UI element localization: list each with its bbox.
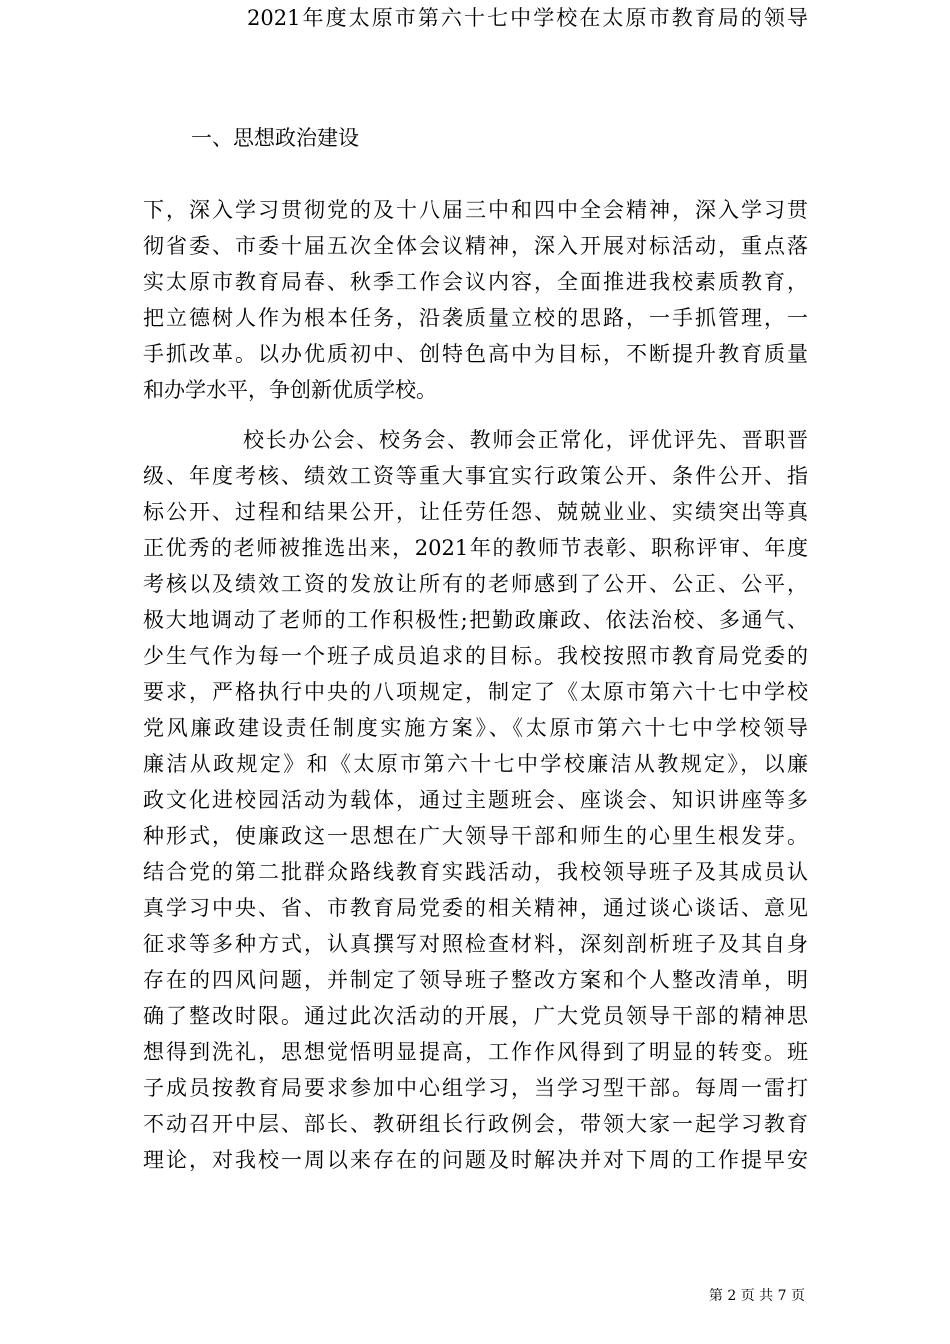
paragraph-1-line-5: 把立德树人作为根本任务，沿袭质量立校的思路，一手抓管理，一 [143,306,808,330]
paragraph-2-line-3: 标公开、过程和结果公开，让任劳任怨、兢兢业业、实绩突出等真 [143,500,808,524]
paragraph-2-line-4: 正优秀的老师被推选出来，2021年的教师节表彰、职称评审、年度 [143,536,808,560]
paragraph-2-line-18: 想得到洗礼，思想觉悟明显提高，工作作风得到了明显的转变。班 [143,1040,808,1064]
paragraph-2-line-14: 真学习中央、省、市教育局党委的相关精神，通过谈心谈话、意见 [143,896,808,920]
paragraph-2-line-17: 确了整改时限。通过此次活动的开展，广大党员领导干部的精神思 [143,1004,808,1028]
paragraph-2-line-6: 极大地调动了老师的工作积极性;把勤政廉政、依法治校、多通气、 [143,608,808,632]
paragraph-2-line-20: 不动召开中层、部长、教研组长行政例会，带领大家一起学习教育 [143,1112,808,1136]
paragraph-2-line-8: 要求，严格执行中央的八项规定，制定了《太原市第六十七中学校 [143,680,808,704]
paragraph-2-line-16: 存在的四风问题，并制定了领导班子整改方案和个人整改清单，明 [143,968,808,992]
paragraph-1-line-2: 下，深入学习贯彻党的及十八届三中和四中全会精神，深入学习贯 [143,198,808,222]
paragraph-2-line-21: 理论，对我校一周以来存在的问题及时解决并对下周的工作提早安 [143,1148,808,1172]
page-number-footer: 第 2 页 共 7 页 [708,1288,805,1304]
paragraph-1-line-7: 和办学水平，争创新优质学校。 [143,378,437,402]
paragraph-2-line-13: 结合党的第二批群众路线教育实践活动，我校领导班子及其成员认 [143,860,808,884]
paragraph-2-line-19: 子成员按教育局要求参加中心组学习，当学习型干部。每周一雷打 [143,1076,808,1100]
paragraph-2-line-9: 党风廉政建设责任制度实施方案》、《太原市第六十七中学校领导 [143,716,808,740]
paragraph-2-line-11: 政文化进校园活动为载体，通过主题班会、座谈会、知识讲座等多 [143,788,808,812]
paragraph-1-line-6: 手抓改革。以办优质初中、创特色高中为目标，不断提升教育质量 [143,342,808,366]
paragraph-2-line-1: 校长办公会、校务会、教师会正常化，评优评先、晋职晋 [243,428,808,452]
paragraph-1-line-3: 彻省委、市委十届五次全体会议精神，深入开展对标活动，重点落 [143,234,808,258]
paragraph-1-line-4: 实太原市教育局春、秋季工作会议内容，全面推进我校素质教育， [143,270,808,294]
paragraph-2-line-15: 征求等多种方式，认真撰写对照检查材料，深刻剖析班子及其自身 [143,932,808,956]
paragraph-2-line-2: 级、年度考核、绩效工资等重大事宜实行政策公开、条件公开、指 [143,464,808,488]
paragraph-2-line-5: 考核以及绩效工资的发放让所有的老师感到了公开、公正、公平， [143,572,808,596]
paragraph-2-line-7: 少生气作为每一个班子成员追求的目标。我校按照市教育局党委的 [143,644,808,668]
paragraph-2-line-10: 廉洁从政规定》和《太原市第六十七中学校廉洁从教规定》，以廉 [143,752,808,776]
paragraph-1-line-1: 2021年度太原市第六十七中学校在太原市教育局的领导 [247,6,808,30]
paragraph-2-line-12: 种形式，使廉政这一思想在广大领导干部和师生的心里生根发芽。 [143,824,808,848]
section-heading: 一、思想政治建设 [191,126,359,150]
